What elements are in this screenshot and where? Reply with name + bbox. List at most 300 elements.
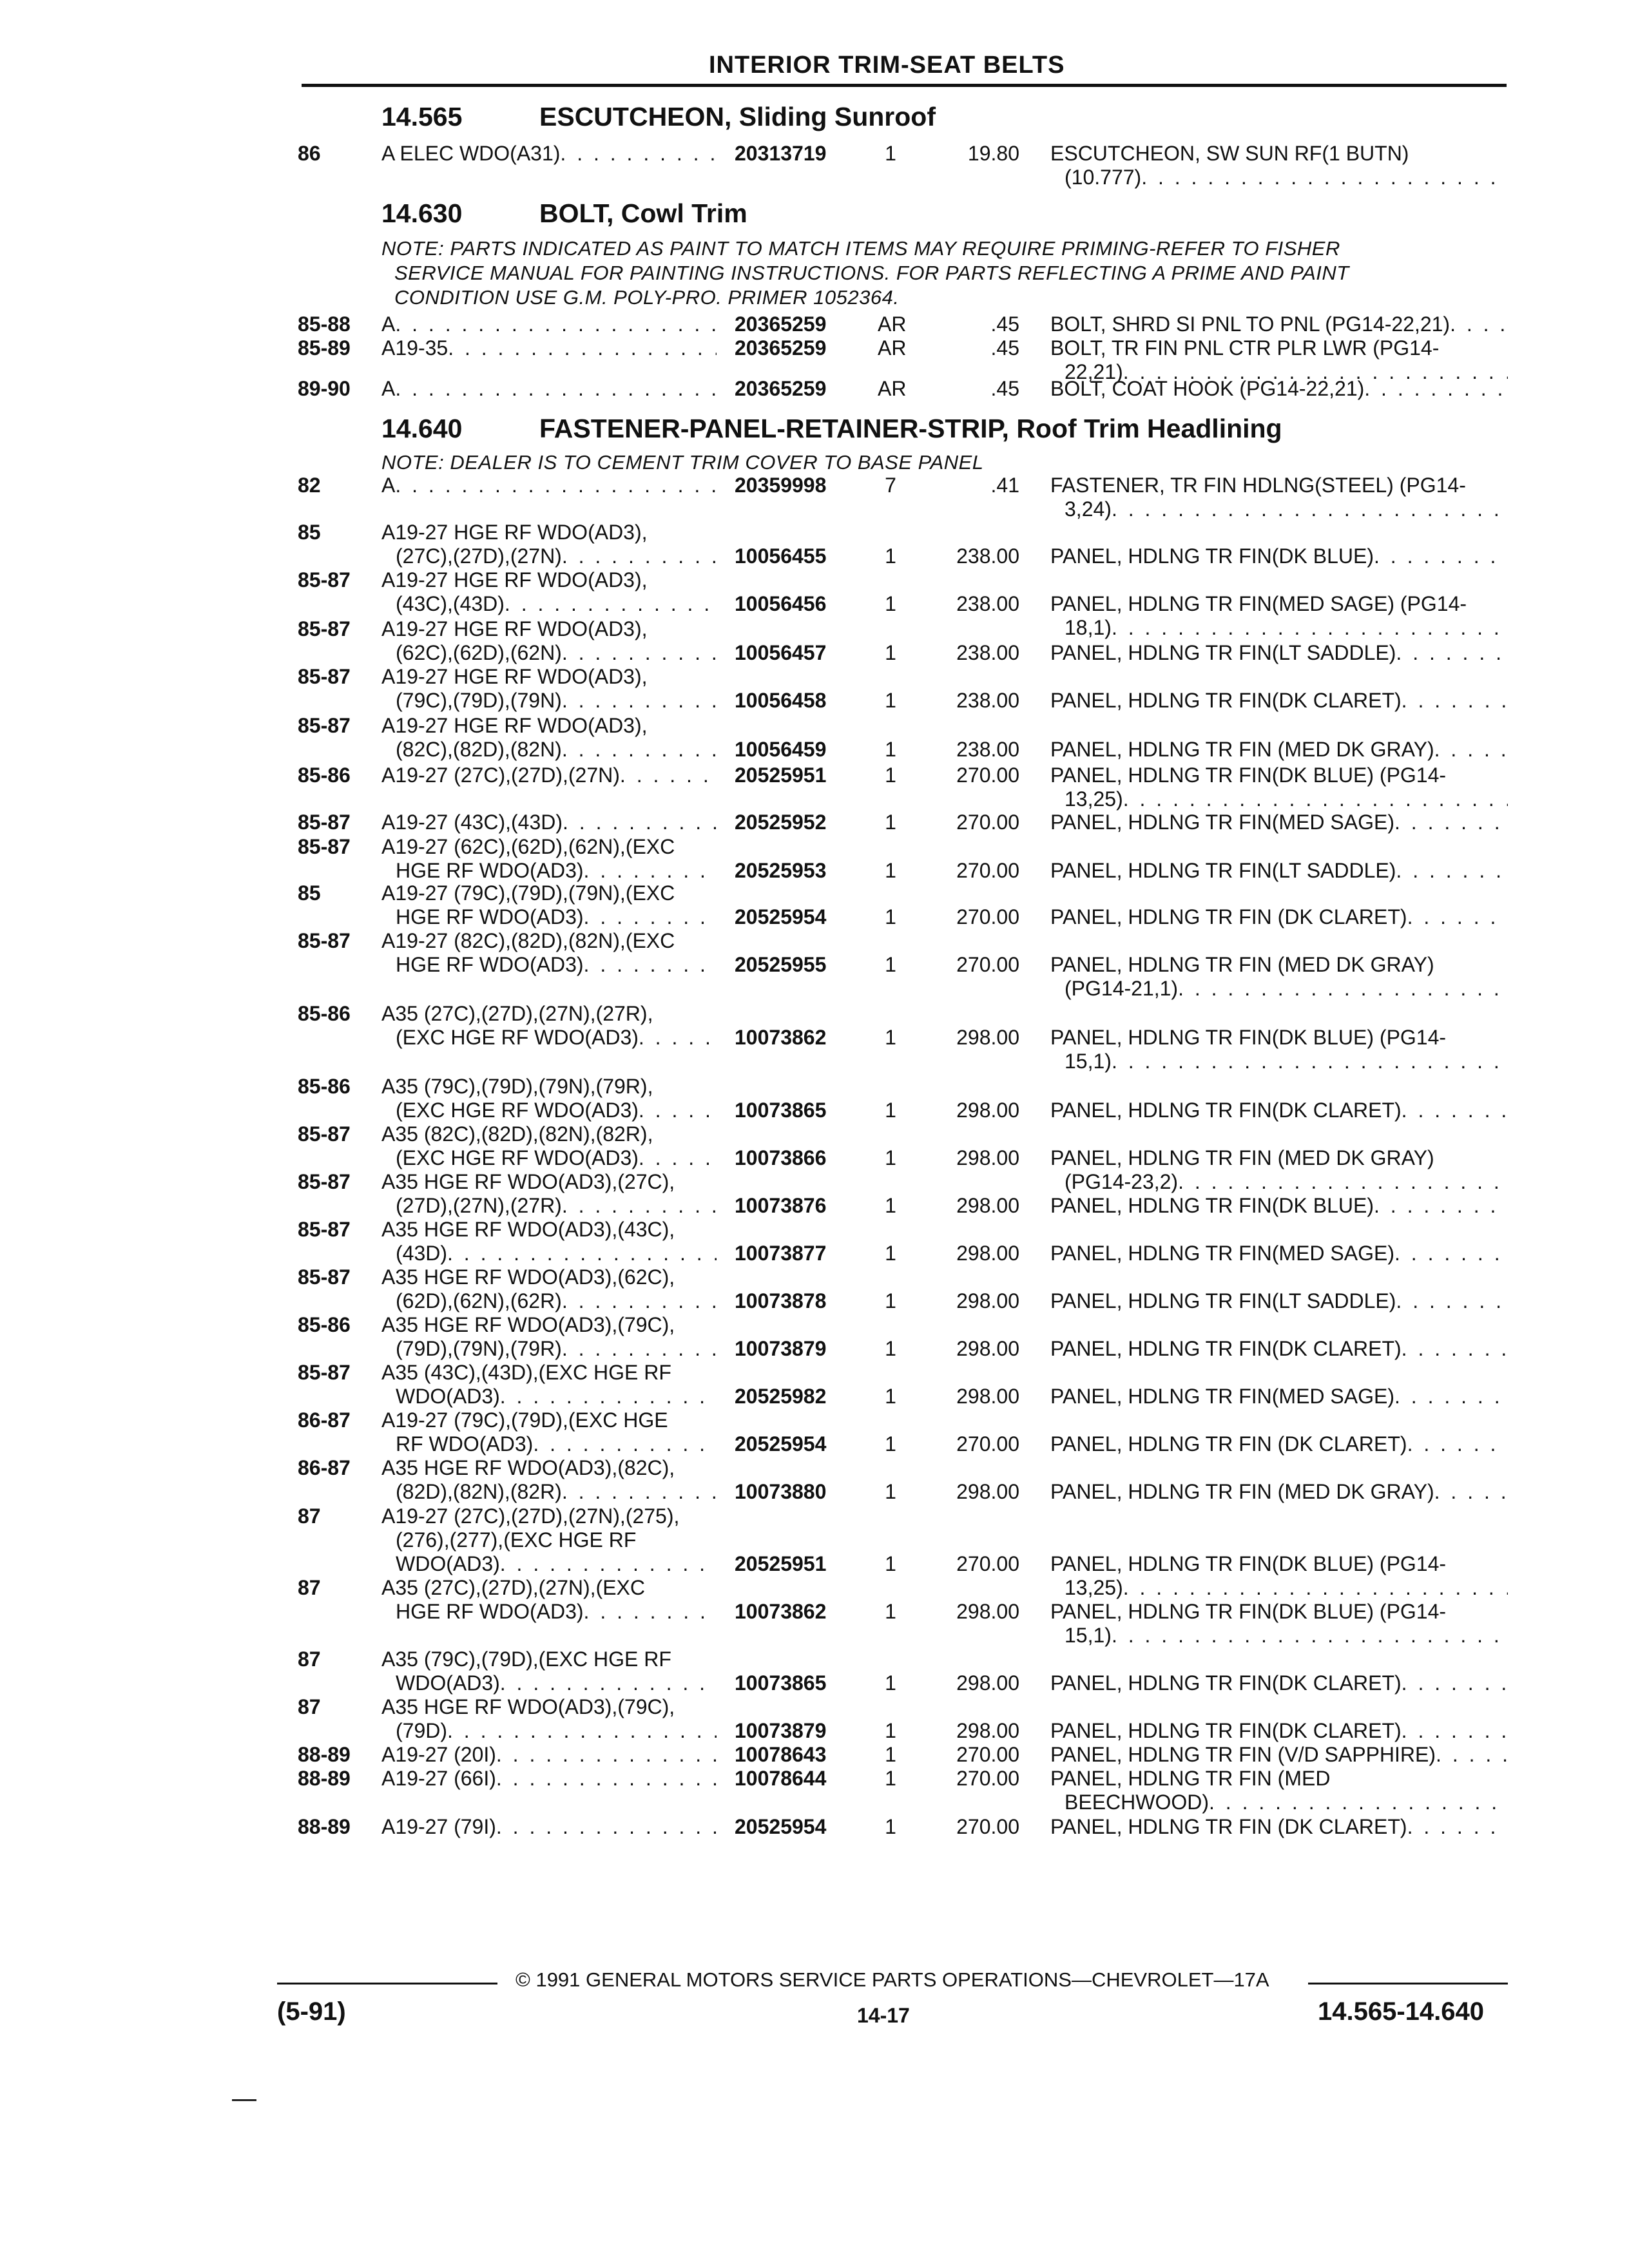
entry-application-line: A35 (27C),(27D),(27N),(27R), [381, 1002, 653, 1025]
leader-dots [584, 859, 717, 883]
entry-application-text: (79C),(79D),(79N) [396, 689, 562, 712]
entry-part-name-line [1050, 1671, 1508, 1695]
leader-dots [1141, 166, 1508, 189]
entry-part-name-text: PANEL, HDLNG TR FIN(LT SADDLE) [1050, 1289, 1396, 1312]
entry-part-name-line [1050, 544, 1508, 568]
footer-date-code: (5-91) [277, 1997, 346, 2026]
entry-part-name [1050, 1552, 1508, 1600]
entry-application-text: HGE RF WDO(AD3) [396, 1600, 584, 1623]
entry-ref-number: 85-86 [298, 1075, 351, 1098]
leader-dots [1434, 1480, 1508, 1504]
entry-part-name-line: PANEL, HDLNG TR FIN (MED [1050, 1767, 1331, 1790]
entry-price: 298.00 [956, 1600, 1019, 1623]
leader-dots [505, 592, 717, 616]
entry-part-name-line [1050, 1194, 1508, 1218]
entry-price: 19.80 [967, 142, 1019, 165]
entry-application-text: (79D),(79N),(79R) [396, 1337, 562, 1360]
entry-quantity: 1 [885, 1552, 896, 1575]
entry-application [381, 1002, 717, 1050]
entry-part-number: 20525951 [735, 764, 827, 787]
entry-application-text: A19-27 (79I) [381, 1815, 496, 1838]
entry-application [381, 929, 717, 977]
entry-application-line: A35 (27C),(27D),(27N),(EXC [381, 1576, 645, 1599]
entry-price: 270.00 [956, 1767, 1019, 1790]
entry-application [381, 521, 717, 568]
entry-application-line: A19-27 HGE RF WDO(AD3), [381, 568, 648, 591]
entry-part-name [1050, 738, 1508, 762]
entry-application [381, 312, 717, 336]
entry-ref-number: 85-87 [298, 714, 351, 737]
entry-part-name [1050, 1600, 1508, 1648]
entry-application-line [381, 1146, 717, 1170]
entry-part-name-text: 3,24) [1065, 497, 1112, 521]
entry-ref-number: 87 [298, 1504, 321, 1528]
leader-dots [500, 1552, 717, 1576]
entry-ref-number: 85-87 [298, 811, 351, 834]
entry-part-name-line: PANEL, HDLNG TR FIN(MED SAGE) (PG14- [1050, 592, 1467, 615]
entry-ref-number: 87 [298, 1576, 321, 1599]
entry-application-text: A19-27 (20I) [381, 1743, 496, 1766]
entry-application [381, 1313, 717, 1361]
entry-ref-number: 86-87 [298, 1456, 351, 1479]
entry-part-name [1050, 312, 1508, 336]
entry-application-line [381, 312, 717, 336]
entry-quantity: 1 [885, 1743, 896, 1766]
entry-part-name-line [1050, 859, 1508, 883]
entry-quantity: 1 [885, 544, 896, 568]
entry-application-line [381, 764, 717, 787]
entry-application [381, 1504, 717, 1576]
entry-part-name-text: PANEL, HDLNG TR FIN(DK CLARET) [1050, 1337, 1402, 1360]
entry-price: 238.00 [956, 641, 1019, 664]
entry-part-name-text: 18,1) [1065, 616, 1112, 639]
entry-application-line [381, 1671, 717, 1695]
margin-mark [232, 2099, 256, 2101]
entry-price: 298.00 [956, 1337, 1019, 1360]
entry-application [381, 1075, 717, 1122]
leader-dots [1396, 1289, 1508, 1313]
entry-part-name-line [1050, 1099, 1508, 1122]
entry-part-name-text: PANEL, HDLNG TR FIN (DK CLARET) [1050, 905, 1407, 928]
entry-ref-number: 85-88 [298, 312, 351, 336]
entry-part-name-line: PANEL, HDLNG TR FIN(DK BLUE) (PG14- [1050, 1552, 1447, 1575]
entry-quantity: 1 [885, 1026, 896, 1049]
entry-part-name-line: FASTENER, TR FIN HDLNG(STEEL) (PG14- [1050, 474, 1466, 497]
leader-dots [584, 953, 717, 977]
leader-dots [1209, 1791, 1508, 1814]
entry-part-name-line [1050, 1624, 1508, 1648]
section-heading-14-640 [381, 414, 1282, 444]
entry-application [381, 1695, 717, 1743]
entry-price: .41 [990, 474, 1019, 497]
entry-application-text: A19-27 (43C),(43D) [381, 811, 563, 834]
leader-dots [1402, 1671, 1508, 1695]
leader-dots [395, 312, 717, 336]
entry-application-line: A19-27 (79C),(79D),(EXC HGE [381, 1408, 668, 1432]
entry-application-line: A35 HGE RF WDO(AD3),(79C), [381, 1313, 675, 1336]
note-paint-priming-line-2: SERVICE MANUAL FOR PAINTING INSTRUCTIONS. FOR PARTS REFLECTING A PRIME AND PAINT [394, 262, 1349, 284]
entry-price: 270.00 [956, 953, 1019, 976]
entry-price: 270.00 [956, 1743, 1019, 1766]
entry-price: .45 [990, 336, 1019, 360]
leader-dots [1394, 811, 1508, 834]
entry-application-text: A19-27 (66I) [381, 1767, 496, 1790]
leader-dots [1394, 1385, 1508, 1408]
entry-quantity: 1 [885, 1432, 896, 1456]
entry-part-name-text: PANEL, HDLNG TR FIN(DK CLARET) [1050, 1719, 1402, 1742]
entry-part-number: 10073877 [735, 1242, 827, 1265]
entry-part-name [1050, 1026, 1508, 1073]
page-header-title: INTERIOR TRIM-SEAT BELTS [709, 52, 1065, 79]
entry-quantity: 1 [885, 1671, 896, 1695]
entry-price: 270.00 [956, 1815, 1019, 1838]
entry-application-text: WDO(AD3) [396, 1671, 500, 1695]
entry-part-number: 10073866 [735, 1146, 827, 1169]
entry-part-name-line [1050, 1170, 1508, 1194]
entry-application-line [381, 544, 717, 568]
entry-part-number: 10073865 [735, 1099, 827, 1122]
entry-part-name-line [1050, 497, 1508, 521]
entry-part-number: 10073876 [735, 1194, 827, 1217]
entry-application-line: A35 HGE RF WDO(AD3),(82C), [381, 1456, 675, 1479]
entry-part-name-line [1050, 616, 1508, 640]
leader-dots [500, 1671, 717, 1695]
entry-price: 270.00 [956, 905, 1019, 928]
entry-part-number: 20525952 [735, 811, 827, 834]
entry-ref-number: 85-87 [298, 1170, 351, 1193]
entry-part-name-line [1050, 1289, 1508, 1313]
leader-dots [620, 764, 717, 787]
leader-dots [1364, 377, 1508, 401]
entry-part-number: 10073862 [735, 1600, 827, 1623]
entry-ref-number: 89-90 [298, 377, 351, 400]
leader-dots [395, 474, 717, 497]
entry-application-text: (82D),(82N),(82R) [396, 1480, 562, 1503]
entry-ref-number: 85-87 [298, 568, 351, 591]
entry-application [381, 1767, 717, 1791]
leader-dots [1374, 1194, 1508, 1218]
entry-application-line [381, 336, 717, 360]
entry-application [381, 617, 717, 665]
entry-application-line [381, 859, 717, 883]
leader-dots [560, 142, 717, 166]
entry-part-name-line [1050, 1480, 1508, 1504]
entry-part-name [1050, 1194, 1508, 1218]
leader-dots [584, 905, 717, 929]
entry-price: .45 [990, 377, 1019, 400]
entry-quantity: 1 [885, 738, 896, 761]
entry-part-number: 10073879 [735, 1337, 827, 1360]
entry-application-text: (EXC HGE RF WDO(AD3) [396, 1099, 639, 1122]
leader-dots [1112, 1050, 1508, 1073]
entry-part-name-text: PANEL, HDLNG TR FIN (DK CLARET) [1050, 1815, 1407, 1838]
entry-part-number: 20525951 [735, 1552, 827, 1575]
entry-part-name-text: 15,1) [1065, 1050, 1112, 1073]
entry-application [381, 1408, 717, 1456]
entry-price: 238.00 [956, 544, 1019, 568]
leader-dots [562, 544, 717, 568]
entry-ref-number: 87 [298, 1695, 321, 1718]
note-dealer-cement: NOTE: DEALER IS TO CEMENT TRIM COVER TO BASE PANEL [381, 451, 984, 474]
entry-part-name-line: ESCUTCHEON, SW SUN RF(1 BUTN) [1050, 142, 1409, 165]
entry-part-name-line [1050, 1385, 1508, 1408]
entry-part-name-line [1050, 787, 1508, 811]
entry-application-text: A19-35 [381, 336, 448, 360]
leader-dots [584, 1600, 717, 1624]
entry-quantity: 1 [885, 1767, 896, 1790]
footer-page-number: 14-17 [857, 2004, 910, 2027]
entry-part-name [1050, 1767, 1508, 1814]
entry-application-text: (62C),(62D),(62N) [396, 641, 562, 664]
entry-part-number: 10056458 [735, 689, 827, 712]
entry-part-name [1050, 1480, 1508, 1504]
entry-part-name [1050, 1815, 1508, 1839]
entry-part-name-line: PANEL, HDLNG TR FIN(DK BLUE) (PG14- [1050, 1026, 1447, 1049]
entry-application-line [381, 1385, 717, 1408]
entry-application [381, 1361, 717, 1408]
entry-application-line [381, 1432, 717, 1456]
entry-application [381, 881, 717, 929]
entry-part-name [1050, 1743, 1508, 1767]
entry-application-text: RF WDO(AD3) [396, 1432, 534, 1456]
entry-ref-number: 85-87 [298, 617, 351, 640]
entry-quantity: 1 [885, 641, 896, 664]
leader-dots [1123, 1576, 1508, 1600]
entry-part-name-text: PANEL, HDLNG TR FIN(LT SADDLE) [1050, 859, 1396, 882]
leader-dots [1112, 616, 1508, 640]
entry-application-line [381, 474, 717, 497]
entry-ref-number: 88-89 [298, 1767, 351, 1790]
leader-dots [562, 689, 717, 713]
entry-ref-number: 85-87 [298, 1122, 351, 1146]
entry-part-number: 10073878 [735, 1289, 827, 1312]
entry-part-name-text: PANEL, HDLNG TR FIN(MED SAGE) [1050, 1242, 1394, 1265]
entry-ref-number: 85 [298, 521, 321, 544]
entry-application-line [381, 689, 717, 713]
footer-rule-left [277, 1983, 497, 1984]
entry-quantity: 1 [885, 142, 896, 165]
section-heading-14-565 [381, 102, 936, 132]
leader-dots [1407, 1815, 1508, 1839]
entry-application-line: (276),(277),(EXC HGE RF [396, 1528, 637, 1552]
entry-part-name-text: PANEL, HDLNG TR FIN(DK CLARET) [1050, 689, 1402, 712]
leader-dots [639, 1146, 717, 1170]
entry-price: 238.00 [956, 592, 1019, 615]
entry-part-name-text: BOLT, COAT HOOK (PG14-22,21) [1050, 377, 1365, 400]
entry-part-number: 20525955 [735, 953, 827, 976]
entry-price: 238.00 [956, 689, 1019, 712]
entry-part-number: 10073880 [735, 1480, 827, 1503]
entry-application-line [381, 1743, 717, 1767]
entry-part-name [1050, 377, 1508, 401]
entry-quantity: 1 [885, 689, 896, 712]
entry-application [381, 1170, 717, 1218]
entry-part-name-line [1050, 977, 1508, 1001]
leader-dots [1394, 1242, 1508, 1265]
entry-application-line [381, 738, 717, 762]
entry-part-name [1050, 905, 1508, 929]
entry-quantity: 1 [885, 1194, 896, 1217]
entry-part-name-text: 13,25) [1065, 787, 1123, 811]
entry-part-name-line [1050, 166, 1508, 189]
leader-dots [1434, 738, 1508, 762]
leader-dots [1402, 1719, 1508, 1743]
entry-quantity: 1 [885, 1480, 896, 1503]
entry-part-number: 10056456 [735, 592, 827, 615]
entry-ref-number: 85-87 [298, 1361, 351, 1384]
leader-dots [1178, 977, 1508, 1001]
entry-part-name-line [1050, 641, 1508, 665]
entry-application-line [381, 1337, 717, 1361]
entry-application-line: A35 (82C),(82D),(82N),(82R), [381, 1122, 653, 1146]
leader-dots [448, 336, 717, 360]
entry-application-text: HGE RF WDO(AD3) [396, 859, 584, 882]
entry-part-number: 10078643 [735, 1743, 827, 1766]
entry-part-number: 20359998 [735, 474, 827, 497]
entry-application [381, 811, 717, 834]
entry-ref-number: 86-87 [298, 1408, 351, 1432]
entry-ref-number: 85-86 [298, 764, 351, 787]
entry-part-name-line [1050, 1791, 1508, 1814]
entry-quantity: 1 [885, 1600, 896, 1623]
entry-application [381, 568, 717, 616]
entry-application-line [381, 142, 717, 166]
entry-ref-number: 86 [298, 142, 321, 165]
entry-ref-number: 85-89 [298, 336, 351, 360]
entry-ref-number: 85-87 [298, 929, 351, 952]
entry-application-line: A35 HGE RF WDO(AD3),(62C), [381, 1265, 675, 1289]
entry-part-name-line [1050, 1743, 1508, 1767]
section-title-text: FASTENER-PANEL-RETAINER-STRIP, Roof Trim Headlining [539, 414, 1282, 443]
entry-ref-number: 85-87 [298, 665, 351, 688]
entry-application-line [381, 1600, 717, 1624]
entry-application [381, 835, 717, 883]
entry-application-line: A35 (43C),(43D),(EXC HGE RF [381, 1361, 671, 1384]
entry-part-number: 20365259 [735, 336, 827, 360]
entry-application [381, 1815, 717, 1839]
leader-dots [1374, 544, 1508, 568]
entry-price: 270.00 [956, 859, 1019, 882]
entry-part-number: 10073879 [735, 1719, 827, 1742]
leader-dots [1436, 1743, 1508, 1767]
entry-quantity: 1 [885, 1719, 896, 1742]
entry-part-name-text: BEECHWOOD) [1065, 1791, 1209, 1814]
entry-ref-number: 87 [298, 1648, 321, 1671]
entry-part-name-text: PANEL, HDLNG TR FIN(DK CLARET) [1050, 1099, 1402, 1122]
leader-dots [562, 1480, 717, 1504]
entry-part-name-line [1050, 1719, 1508, 1743]
entry-application-line [381, 641, 717, 665]
entry-part-name [1050, 1671, 1508, 1695]
entry-application-line [381, 1026, 717, 1050]
entry-price: 298.00 [956, 1671, 1019, 1695]
entry-application-line: A35 HGE RF WDO(AD3),(43C), [381, 1218, 675, 1241]
entry-part-number: 20365259 [735, 377, 827, 400]
entry-part-name-text: PANEL, HDLNG TR FIN(MED SAGE) [1050, 1385, 1394, 1408]
entry-part-name-line [1050, 1432, 1508, 1456]
entry-application-line [381, 1242, 717, 1265]
entry-part-number: 10073862 [735, 1026, 827, 1049]
leader-dots [639, 1099, 717, 1122]
entry-price: 270.00 [956, 764, 1019, 787]
entry-application-text: HGE RF WDO(AD3) [396, 953, 584, 976]
entry-price: 298.00 [956, 1194, 1019, 1217]
entry-price: 298.00 [956, 1719, 1019, 1742]
entry-part-name [1050, 1289, 1508, 1313]
entry-application [381, 474, 717, 497]
entry-application-line: A19-27 HGE RF WDO(AD3), [381, 714, 648, 737]
entry-part-name [1050, 1242, 1508, 1265]
entry-application [381, 714, 717, 762]
entry-part-name-text: PANEL, HDLNG TR FIN (DK CLARET) [1050, 1432, 1407, 1456]
entry-part-number: 20313719 [735, 142, 827, 165]
entry-application-line: A19-27 (27C),(27D),(27N),(275), [381, 1504, 680, 1528]
entry-part-name [1050, 1719, 1508, 1743]
footer-section-range: 14.565-14.640 [1318, 1997, 1485, 2026]
entry-application [381, 336, 717, 360]
entry-part-number: 10073865 [735, 1671, 827, 1695]
entry-price: 298.00 [956, 1146, 1019, 1169]
leader-dots [447, 1719, 717, 1743]
entry-part-name-text: 15,1) [1065, 1624, 1112, 1647]
entry-application-line [381, 592, 717, 616]
entry-application-text: WDO(AD3) [396, 1552, 500, 1575]
entry-application-text: (79D) [396, 1719, 448, 1742]
entry-application-line [381, 1289, 717, 1313]
leader-dots [496, 1815, 717, 1839]
entry-part-name-text: BOLT, SHRD SI PNL TO PNL (PG14-22,21) [1050, 312, 1451, 336]
entry-part-number: 20365259 [735, 312, 827, 336]
entry-application-line: A35 HGE RF WDO(AD3),(27C), [381, 1170, 675, 1193]
entry-ref-number: 85-86 [298, 1313, 351, 1336]
leader-dots [1396, 859, 1508, 883]
entry-part-name-text: 22,21) [1065, 360, 1123, 383]
entry-quantity: 7 [885, 474, 896, 497]
entry-quantity: 1 [885, 592, 896, 615]
entry-part-name [1050, 1432, 1508, 1456]
leader-dots [1112, 497, 1508, 521]
entry-application-line [381, 811, 717, 834]
entry-price: 298.00 [956, 1242, 1019, 1265]
entry-application [381, 142, 717, 166]
entry-part-name-text: PANEL, HDLNG TR FIN(DK BLUE) [1050, 1194, 1374, 1217]
entry-application [381, 1743, 717, 1767]
entry-quantity: 1 [885, 953, 896, 976]
entry-application-line [381, 1767, 717, 1791]
entry-application-line [381, 377, 717, 401]
entry-ref-number: 85-86 [298, 1002, 351, 1025]
entry-part-name-text: PANEL, HDLNG TR FIN(DK BLUE) [1050, 544, 1374, 568]
leader-dots [1407, 905, 1508, 929]
entry-application [381, 1648, 717, 1695]
leader-dots [562, 641, 717, 665]
entry-part-name-line: PANEL, HDLNG TR FIN (MED DK GRAY) [1050, 953, 1434, 976]
leader-dots [1123, 787, 1508, 811]
entry-part-name-text: PANEL, HDLNG TR FIN(LT SADDLE) [1050, 641, 1396, 664]
leader-dots [1396, 641, 1508, 665]
entry-application-line [381, 1552, 717, 1576]
leader-dots [639, 1026, 717, 1050]
entry-part-number: 20525953 [735, 859, 827, 882]
note-paint-priming-line-3: CONDITION USE G.M. POLY-PRO. PRIMER 1052364. [394, 286, 900, 309]
entry-application [381, 1456, 717, 1504]
entry-quantity: 1 [885, 1146, 896, 1169]
entry-part-name-text: (PG14-21,1) [1065, 977, 1179, 1000]
entry-part-number: 10056455 [735, 544, 827, 568]
entry-application-text: (43D) [396, 1242, 448, 1265]
leader-dots [500, 1385, 717, 1408]
entry-part-name [1050, 859, 1508, 883]
